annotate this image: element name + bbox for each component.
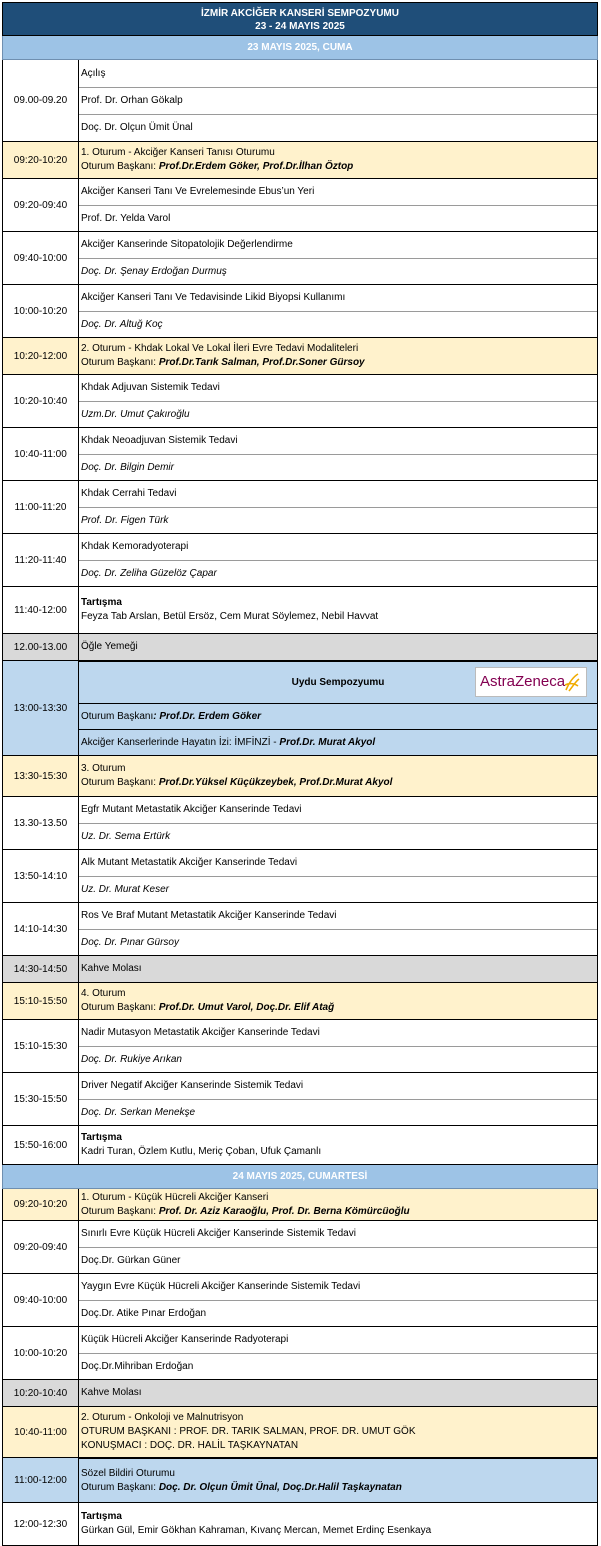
chair-label: Oturum Başkanı bbox=[81, 710, 154, 722]
time-cell: 09:40-10:00 bbox=[3, 1274, 79, 1326]
schedule-block bbox=[2, 1274, 598, 1327]
schedule-block bbox=[2, 797, 598, 850]
chair-label: Oturum Başkanı: bbox=[81, 777, 159, 788]
schedule-block bbox=[2, 903, 598, 956]
chair-names: Prof.Dr.Yüksel Küçükzeybek, Prof.Dr.Murat Akyol bbox=[158, 777, 393, 788]
chair-names: Prof.Dr. Umut Varol, Doç.Dr. Elif Atağ bbox=[158, 1002, 335, 1013]
time-cell: 10:00-10:20 bbox=[3, 1327, 79, 1379]
time-cell: 10:20-10:40 bbox=[3, 375, 79, 427]
chair-label: Oturum Başkanı: bbox=[81, 357, 159, 368]
talk-title: Alk Mutant Metastatik Akciğer Kanserinde Tedavi bbox=[81, 857, 298, 868]
break-label: Kahve Molası bbox=[81, 1387, 142, 1398]
speaker-row: Prof. Dr. Yelda Varol bbox=[79, 205, 597, 231]
session-chairs bbox=[81, 1001, 595, 1015]
session-title: 1. Oturum - Akciğer Kanseri Tanısı Oturumu bbox=[81, 147, 275, 158]
time-cell: 10:40-11:00 bbox=[3, 1407, 79, 1457]
speaker-row: Doç. Dr. Altuğ Koç bbox=[79, 311, 597, 337]
session-block bbox=[2, 1189, 598, 1221]
talk-title: Ros Ve Braf Mutant Metastatik Akciğer Kanserinde Tedavi bbox=[81, 910, 337, 921]
day-header: 23 MAYIS 2025, CUMA bbox=[2, 36, 598, 60]
logo-text: AstraZeneca bbox=[480, 673, 566, 690]
session-row bbox=[79, 142, 597, 178]
session-chairs bbox=[81, 1205, 595, 1219]
session-title: 2. Oturum - Onkoloji ve Malnutrisyon bbox=[81, 1412, 244, 1423]
discussion-panelists: Kadri Turan, Özlem Kutlu, Meriç Çoban, Ufuk Çamanlı bbox=[81, 1146, 322, 1157]
discussion-panelists: Feyza Tab Arslan, Betül Ersöz, Cem Murat Söylemez, Nebil Havvat bbox=[81, 611, 379, 622]
session-title: 3. Oturum bbox=[81, 763, 126, 774]
day-header: 24 MAYIS 2025, CUMARTESİ bbox=[2, 1165, 598, 1189]
time-cell: 10:20-12:00 bbox=[3, 338, 79, 374]
session-block bbox=[2, 338, 598, 375]
schedule-block bbox=[2, 534, 598, 587]
time-cell: 09:20-10:20 bbox=[3, 1189, 79, 1220]
schedule-block bbox=[2, 285, 598, 338]
session-speaker: KONUŞMACI : DOÇ. DR. HALİL TAŞKAYNATAN bbox=[81, 1440, 299, 1451]
break-block bbox=[2, 956, 598, 983]
talk-title: Akciğer Kanseri Tanı Ve Evrelemesinde Ebus’un Yeri bbox=[81, 186, 315, 197]
talk-title: Khdak Adjuvan Sistemik Tedavi bbox=[81, 382, 220, 393]
chair-label: Oturum Başkanı: bbox=[81, 1481, 159, 1493]
discussion-row bbox=[79, 1503, 597, 1545]
session-row bbox=[79, 1189, 597, 1220]
schedule-block bbox=[2, 1327, 598, 1380]
time-cell: 10:20-10:40 bbox=[3, 1380, 79, 1406]
talk-title: Sınırlı Evre Küçük Hücreli Akciğer Kanserinde Sistemik Tedavi bbox=[81, 1228, 356, 1239]
schedule-block bbox=[2, 60, 598, 142]
time-cell: 14:30-14:50 bbox=[3, 956, 79, 982]
schedule-row: Açılış bbox=[81, 67, 106, 79]
speaker-row: Doç.Dr. Gürkan Güner bbox=[79, 1247, 597, 1273]
speaker-row: Doç. Dr. Zeliha Güzelöz Çapar bbox=[79, 560, 597, 586]
time-cell: 13:30-15:30 bbox=[3, 756, 79, 796]
satellite-talk-row bbox=[79, 729, 597, 755]
session-title: 2. Oturum - Khdak Lokal Ve Lokal İleri Evre Tedavi Modaliteleri bbox=[81, 343, 359, 354]
logo-swirl-icon bbox=[563, 671, 581, 693]
time-cell: 10:40-11:00 bbox=[3, 428, 79, 480]
program-sheet bbox=[2, 2, 598, 1546]
session-chairs: OTURUM BAŞKANI : PROF. DR. TARIK SALMAN, PROF. DR. UMUT GÖK bbox=[81, 1426, 416, 1437]
talk-title: Khdak Kemoradyoterapi bbox=[81, 541, 189, 552]
chair-label: Oturum Başkanı: bbox=[81, 161, 159, 172]
session-block bbox=[2, 983, 598, 1020]
session-title: 1. Oturum - Küçük Hücreli Akciğer Kanseri bbox=[81, 1191, 269, 1203]
time-cell: 09.00-09.20 bbox=[3, 60, 79, 141]
satellite-title: Uydu Sempozyumu bbox=[291, 676, 385, 688]
speaker-row: Doç. Dr. Pınar Gürsoy bbox=[79, 929, 597, 955]
chair-names: Prof.Dr.Tarık Salman, Prof.Dr.Soner Gürsoy bbox=[158, 357, 365, 368]
schedule-block bbox=[2, 1020, 598, 1073]
speaker-row: Doç. Dr. Olçun Ümit Ünal bbox=[79, 114, 597, 141]
satellite-block bbox=[2, 661, 598, 756]
session-block bbox=[2, 142, 598, 179]
time-cell: 15:10-15:50 bbox=[3, 983, 79, 1019]
talk-title: Akciğer Kanserlerinde Hayatın İzi: İMFİNZİ - bbox=[81, 736, 280, 748]
time-cell: 15:30-15:50 bbox=[3, 1073, 79, 1125]
talk-title: Driver Negatif Akciğer Kanserinde Sistemik Tedavi bbox=[81, 1080, 304, 1091]
speaker-row: Uz. Dr. Murat Keser bbox=[79, 876, 597, 902]
session-block bbox=[2, 1407, 598, 1458]
speaker-row: Uzm.Dr. Umut Çakıroğlu bbox=[79, 401, 597, 427]
session-row bbox=[79, 338, 597, 374]
time-cell: 11:00-12:00 bbox=[3, 1458, 79, 1502]
schedule-block bbox=[2, 481, 598, 534]
chair-names: Prof. Dr. Aziz Karaoğlu, Prof. Dr. Berna Kömürcüoğlu bbox=[158, 1205, 410, 1217]
talk-title: Khdak Neoadjuvan Sistemik Tedavi bbox=[81, 435, 238, 446]
time-cell: 11:40-12:00 bbox=[3, 587, 79, 633]
speaker-row: Uz. Dr. Sema Ertürk bbox=[79, 823, 597, 849]
time-cell: 13:50-14:10 bbox=[3, 850, 79, 902]
discussion-row bbox=[79, 1126, 597, 1164]
session-row bbox=[79, 1407, 597, 1457]
talk-title: Yaygın Evre Küçük Hücreli Akciğer Kanserinde Sistemik Tedavi bbox=[81, 1281, 361, 1292]
time-cell: 11:20-11:40 bbox=[3, 534, 79, 586]
program-title bbox=[2, 2, 598, 36]
time-cell: 09:20-09:40 bbox=[3, 179, 79, 231]
chair-label: Oturum Başkanı: bbox=[81, 1002, 159, 1013]
time-cell: 09:20-09:40 bbox=[3, 1221, 79, 1273]
talk-title: Khdak Cerrahi Tedavi bbox=[81, 488, 177, 499]
speaker-row: Doç. Dr. Rukiye Arıkan bbox=[79, 1046, 597, 1072]
schedule-block bbox=[2, 1221, 598, 1274]
time-cell: 13:00-13:30 bbox=[3, 661, 79, 755]
discussion-title: Tartışma bbox=[81, 597, 122, 608]
time-cell: 12:00-12:30 bbox=[3, 1503, 79, 1545]
talk-title: Akciğer Kanserinde Sitopatolojik Değerlendirme bbox=[81, 239, 293, 250]
time-cell: 09:20-10:20 bbox=[3, 142, 79, 178]
session-chairs bbox=[81, 356, 595, 370]
time-cell: 15:50-16:00 bbox=[3, 1126, 79, 1164]
time-cell: 15:10-15:30 bbox=[3, 1020, 79, 1072]
satellite-chair-row bbox=[79, 703, 597, 729]
chair-names: : Prof.Dr. Erdem Göker bbox=[153, 710, 262, 722]
talk-title: Nadir Mutasyon Metastatik Akciğer Kanserinde Tedavi bbox=[81, 1027, 320, 1038]
oral-session-block bbox=[2, 1458, 598, 1503]
discussion-panelists: Gürkan Gül, Emir Gökhan Kahraman, Kıvanç Mercan, Memet Erdinç Esenkaya bbox=[81, 1525, 432, 1536]
session-chairs bbox=[81, 1481, 595, 1495]
astrazeneca-logo bbox=[475, 667, 587, 697]
break-label: Öğle Yemeği bbox=[81, 641, 138, 652]
discussion-block bbox=[2, 1503, 598, 1546]
schedule-block bbox=[2, 232, 598, 285]
session-title: 4. Oturum bbox=[81, 988, 126, 999]
session-chairs bbox=[81, 160, 595, 174]
break-block bbox=[2, 634, 598, 661]
chair-names: Prof.Dr.Erdem Göker, Prof.Dr.İlhan Öztop bbox=[158, 161, 354, 172]
satellite-title-row bbox=[79, 661, 597, 703]
discussion-row bbox=[79, 587, 597, 633]
time-cell: 10:00-10:20 bbox=[3, 285, 79, 337]
time-cell: 14:10-14:30 bbox=[3, 903, 79, 955]
discussion-block bbox=[2, 587, 598, 634]
speaker-row: Doç.Dr.Mihriban Erdoğan bbox=[79, 1353, 597, 1379]
discussion-title: Tartışma bbox=[81, 1511, 122, 1522]
session-block bbox=[2, 756, 598, 797]
chair-names: Doç. Dr. Olçun Ümit Ünal, Doç.Dr.Halil Taşkaynatan bbox=[158, 1481, 402, 1493]
speaker-row: Doç. Dr. Serkan Menekşe bbox=[79, 1099, 597, 1125]
time-cell: 12.00-13.00 bbox=[3, 634, 79, 660]
speaker-row: Doç. Dr. Bilgin Demir bbox=[79, 454, 597, 480]
speaker-row: Prof. Dr. Orhan Gökalp bbox=[79, 87, 597, 114]
schedule-block bbox=[2, 375, 598, 428]
session-row bbox=[79, 983, 597, 1019]
talk-title: Egfr Mutant Metastatik Akciğer Kanserinde Tedavi bbox=[81, 804, 302, 815]
schedule-block bbox=[2, 179, 598, 232]
schedule-block bbox=[2, 1073, 598, 1126]
title-line-1: İZMİR AKCİĞER KANSERİ SEMPOZYUMU bbox=[201, 8, 399, 19]
session-chairs bbox=[81, 776, 595, 790]
session-row bbox=[79, 756, 597, 796]
break-label: Kahve Molası bbox=[81, 963, 142, 974]
talk-title: Küçük Hücreli Akciğer Kanserinde Radyoterapi bbox=[81, 1334, 289, 1345]
discussion-title: Tartışma bbox=[81, 1132, 122, 1143]
title-line-2: 23 - 24 MAYIS 2025 bbox=[255, 21, 345, 32]
time-cell: 13.30-13.50 bbox=[3, 797, 79, 849]
schedule-block bbox=[2, 850, 598, 903]
session-title: Sözel Bildiri Oturumu bbox=[81, 1467, 175, 1479]
talk-title: Akciğer Kanseri Tanı Ve Tedavisinde Likid Biyopsi Kullanımı bbox=[81, 292, 346, 303]
speaker-row: Doç.Dr. Atike Pınar Erdoğan bbox=[79, 1300, 597, 1326]
time-cell: 09:40-10:00 bbox=[3, 232, 79, 284]
schedule-block bbox=[2, 428, 598, 481]
speaker-name: Prof.Dr. Murat Akyol bbox=[279, 736, 376, 748]
discussion-block bbox=[2, 1126, 598, 1165]
time-cell: 11:00-11:20 bbox=[3, 481, 79, 533]
speaker-row: Doç. Dr. Şenay Erdoğan Durmuş bbox=[79, 258, 597, 284]
speaker-row: Prof. Dr. Figen Türk bbox=[79, 507, 597, 533]
break-block bbox=[2, 1380, 598, 1407]
chair-label: Oturum Başkanı: bbox=[81, 1205, 159, 1217]
session-row bbox=[79, 1458, 597, 1502]
